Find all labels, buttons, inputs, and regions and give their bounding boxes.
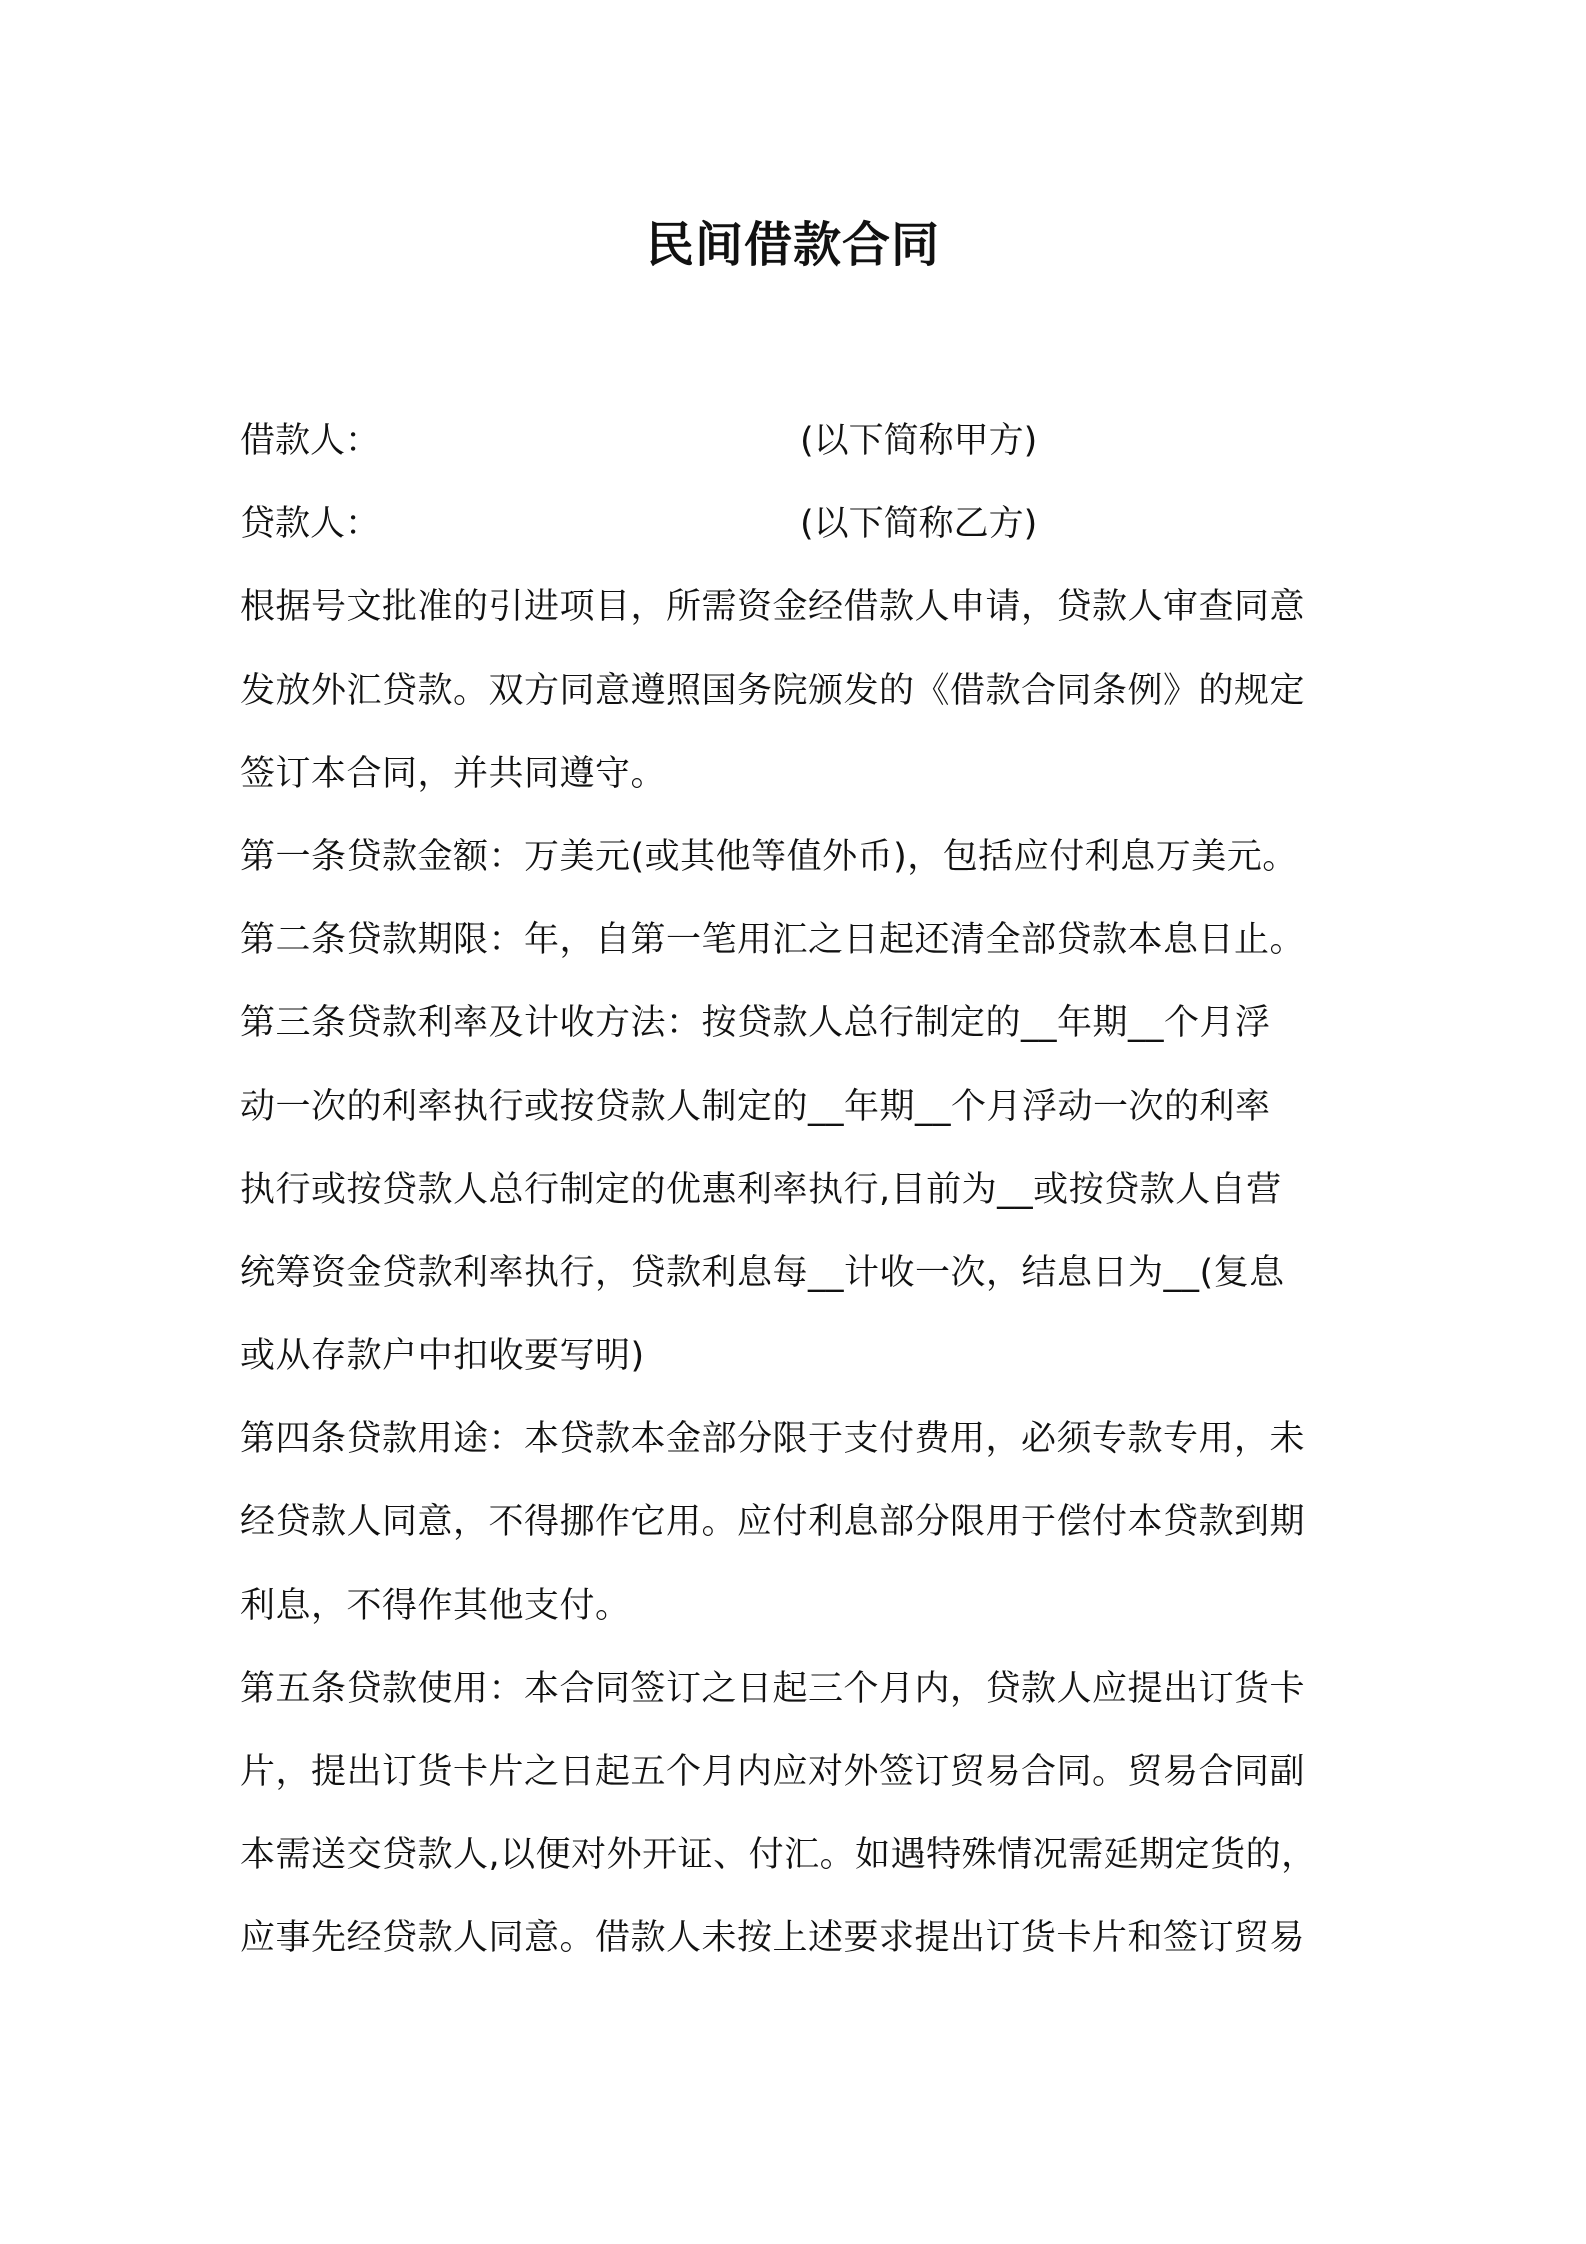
text-line: 第三条贷款利率及计收方法：按贷款人总行制定的__年期__个月浮 — [240, 1003, 1271, 1044]
lender-label: 贷款人： — [240, 504, 381, 545]
text-line: 执行或按贷款人总行制定的优惠利率执行,目前为__或按贷款人自营 — [240, 1169, 1282, 1210]
document-title: 民间借款合同 — [645, 217, 940, 273]
text-line: 第二条贷款期限：年，自第一笔用汇之日起还清全部贷款本息日止。 — [240, 920, 1306, 961]
text-line: 动一次的利率执行或按贷款人制定的__年期__个月浮动一次的利率 — [240, 1086, 1271, 1127]
document-body — [240, 400, 1350, 1981]
lender-note: (以下简称乙方) — [800, 504, 1038, 545]
text-line: 或从存款户中扣收要写明) — [240, 1336, 645, 1377]
text-line: 利息，不得作其他支付。 — [240, 1585, 631, 1626]
borrower-label: 借款人： — [240, 421, 381, 461]
text-line: 本需送交贷款人,以便对外开证、付汇。如遇特殊情况需延期定货的， — [240, 1835, 1317, 1876]
text-line: 第五条贷款使用：本合同签订之日起三个月内，贷款人应提出订货卡 — [240, 1668, 1306, 1709]
party-row-borrower — [240, 400, 1350, 483]
text-line: 经贷款人同意，不得挪作它用。应付利息部分限用于偿付本贷款到期 — [240, 1502, 1306, 1543]
text-line: 根据号文批准的引进项目，所需资金经借款人申请，贷款人审查同意 — [240, 587, 1306, 628]
text-line: 片，提出订货卡片之日起五个月内应对外签订贸易合同。贸易合同副 — [240, 1752, 1306, 1792]
party-row-lender — [240, 483, 1350, 566]
borrower-note: (以下简称甲方) — [800, 421, 1038, 461]
text-line: 签订本合同，并共同遵守。 — [240, 753, 667, 794]
text-line: 第一条贷款金额：万美元(或其他等值外币)，包括应付利息万美元。 — [240, 836, 1298, 877]
text-line: 应事先经贷款人同意。借款人未按上述要求提出订货卡片和签订贸易 — [240, 1918, 1306, 1959]
text-line: 发放外汇贷款。双方同意遵照国务院颁发的《借款合同条例》的规定 — [240, 670, 1306, 711]
text-line: 统筹资金贷款利率执行，贷款利息每__计收一次，结息日为__(复息 — [240, 1252, 1285, 1293]
text-line: 第四条贷款用途：本贷款本金部分限于支付费用，必须专款专用，未 — [240, 1419, 1306, 1460]
